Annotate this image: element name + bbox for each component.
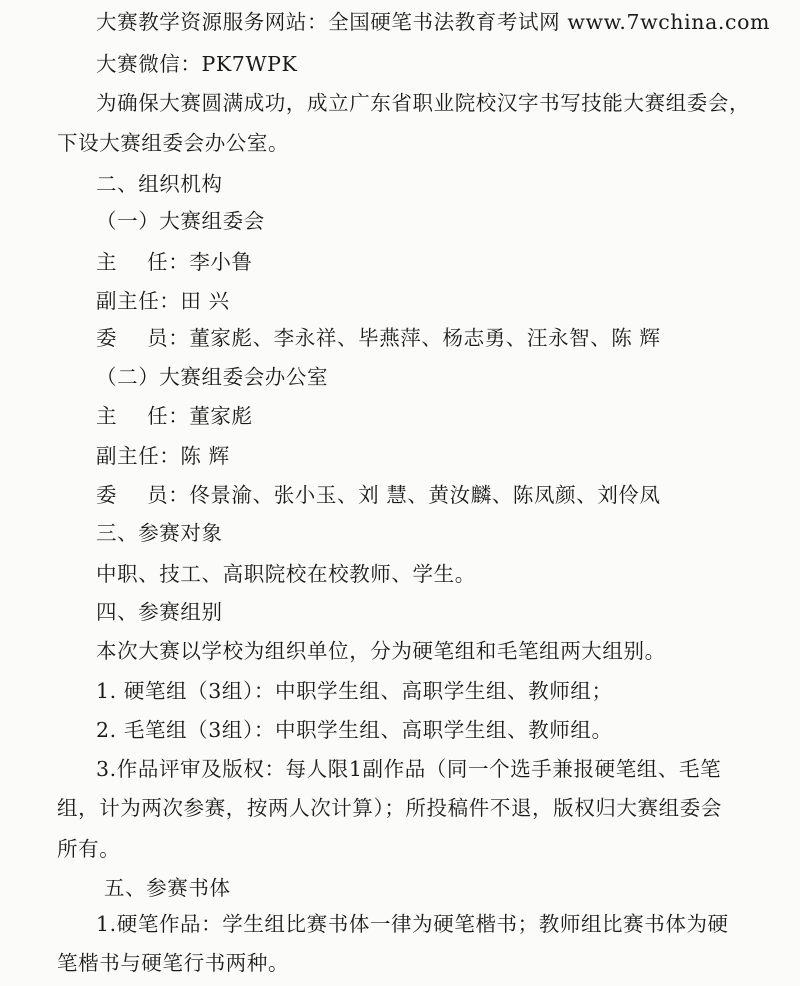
review-line-2: 组，计为两次参赛，按两人次计算）；所投稿件不退，版权归大赛组委会 <box>57 796 722 820</box>
director-label-suffix: 任： <box>147 404 190 428</box>
deputy-name: 田 兴 <box>180 289 230 313</box>
section-4-title: 四、参赛组别 <box>96 600 223 624</box>
director-label: 主 <box>96 250 118 274</box>
script-line-2: 笔楷书与硬笔行书两种。 <box>57 951 290 975</box>
director-name: 李小鲁 <box>189 250 253 274</box>
committee-intro-line-2: 下设大赛组委会办公室。 <box>57 131 290 155</box>
director-name: 董家彪 <box>189 404 253 428</box>
members-label-suffix: 员： <box>147 483 190 507</box>
members-names: 董家彪、李永祥、毕燕萍、杨志勇、汪永智、陈 辉 <box>189 326 661 350</box>
section-3-title: 三、参赛对象 <box>96 521 223 545</box>
members-label: 委 <box>96 326 118 350</box>
director-label: 主 <box>96 404 118 428</box>
members-names: 佟景渝、张小玉、刘 慧、黄汝麟、陈凤颜、刘伶凤 <box>189 483 661 507</box>
review-line-1: 3.作品评审及版权：每人限1副作品（同一个选手兼报硬笔组、毛笔 <box>96 757 722 781</box>
office-deputy-line <box>96 446 230 467</box>
members-label: 委 <box>96 483 118 507</box>
deputy-label: 副主任： <box>96 289 181 313</box>
section-3-body: 中职、技工、高职院校在校教师、学生。 <box>96 562 476 586</box>
members-label-suffix: 员： <box>147 326 190 350</box>
committee-intro-line-1: 为确保大赛圆满成功，成立广东省职业院校汉字书写技能大赛组委会， <box>96 91 751 115</box>
wechat-line: 大赛微信：PK7WPK <box>96 52 298 76</box>
website-line: 大赛教学资源服务网站：全国硬笔书法教育考试网 www.7wchina.com <box>96 10 771 34</box>
committee-deputy-line <box>96 291 230 312</box>
office-members-line <box>96 485 661 506</box>
review-line-3: 所有。 <box>57 837 121 861</box>
committee-director-line <box>96 252 253 273</box>
group-2-line: 2. 毛笔组（3组）：中职学生组、高职学生组、教师组。 <box>96 718 613 742</box>
script-line-1: 1.硬笔作品：学生组比赛书体一律为硬笔楷书；教师组比赛书体为硬 <box>96 912 729 936</box>
group-1-line: 1. 硬笔组（3组）：中职学生组、高职学生组、教师组； <box>96 679 613 703</box>
section-4-body: 本次大赛以学校为组织单位，分为硬笔组和毛笔组两大组别。 <box>96 639 666 663</box>
deputy-name: 陈 辉 <box>180 444 230 468</box>
office-director-line <box>96 406 253 427</box>
subsection-2-title: （二）大赛组委会办公室 <box>96 365 329 389</box>
committee-members-line <box>96 328 661 349</box>
section-5-title: 五、参赛书体 <box>104 876 231 900</box>
deputy-label: 副主任： <box>96 444 181 468</box>
section-2-title: 二、组织机构 <box>96 172 223 196</box>
director-label-suffix: 任： <box>147 250 190 274</box>
subsection-1-title: （一）大赛组委会 <box>96 209 265 233</box>
